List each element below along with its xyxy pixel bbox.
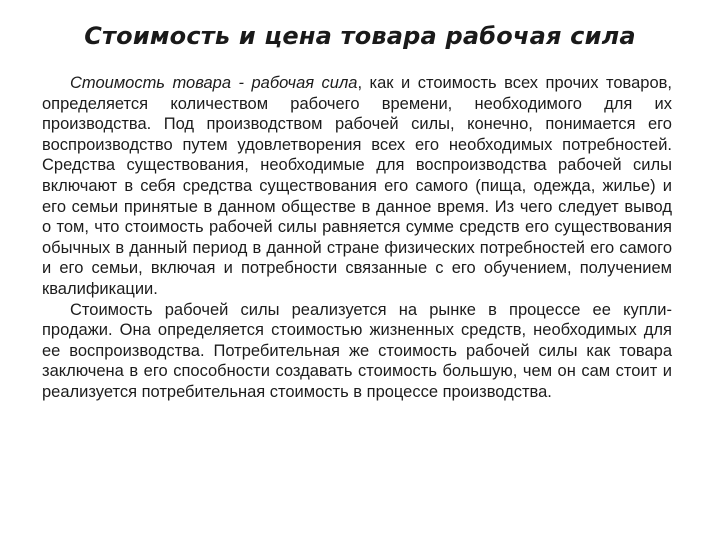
paragraph-1	[42, 73, 672, 300]
paragraph-2	[42, 300, 672, 403]
slide-body	[42, 73, 672, 403]
slide-title: Стоимость и цена товара рабочая сила	[84, 22, 636, 50]
paragraph-2-text: Стоимость рабочей силы реализуется на рынке в процессе ее купли-продажи. Она определяется стоимостью жизненных средств, необходимых для ее воспроизводства. Потребительная же стоимость рабочей силы как товара заключена в его способности создавать стоимость большую, чем он сам стоит и реализуется потребительная стоимость в процессе производства.	[42, 300, 672, 401]
paragraph-1-lead: Стоимость товара - рабочая сила	[70, 74, 358, 92]
paragraph-1-text: , как и стоимость всех прочих товаров, определяется количеством рабочего времени, необходимого для их производства. Под производством рабочей силы, конечно, понимается его воспроизводство путем удовлетворения всех его необходимых потребностей. Средства существования, необходимые для воспроизводства рабочей силы включают в себя средства существования его самого (пища, одежда, жилье) и его семьи принятые в данном обществе в данное время. Из чего следует вывод о том, что стоимость рабочей силы равняется сумме средств его существования обычных в данный период в данной стране физических потребностей его самого и его семьи, включая и потребности связанные с его обучением, получением квалификации.	[42, 74, 673, 298]
